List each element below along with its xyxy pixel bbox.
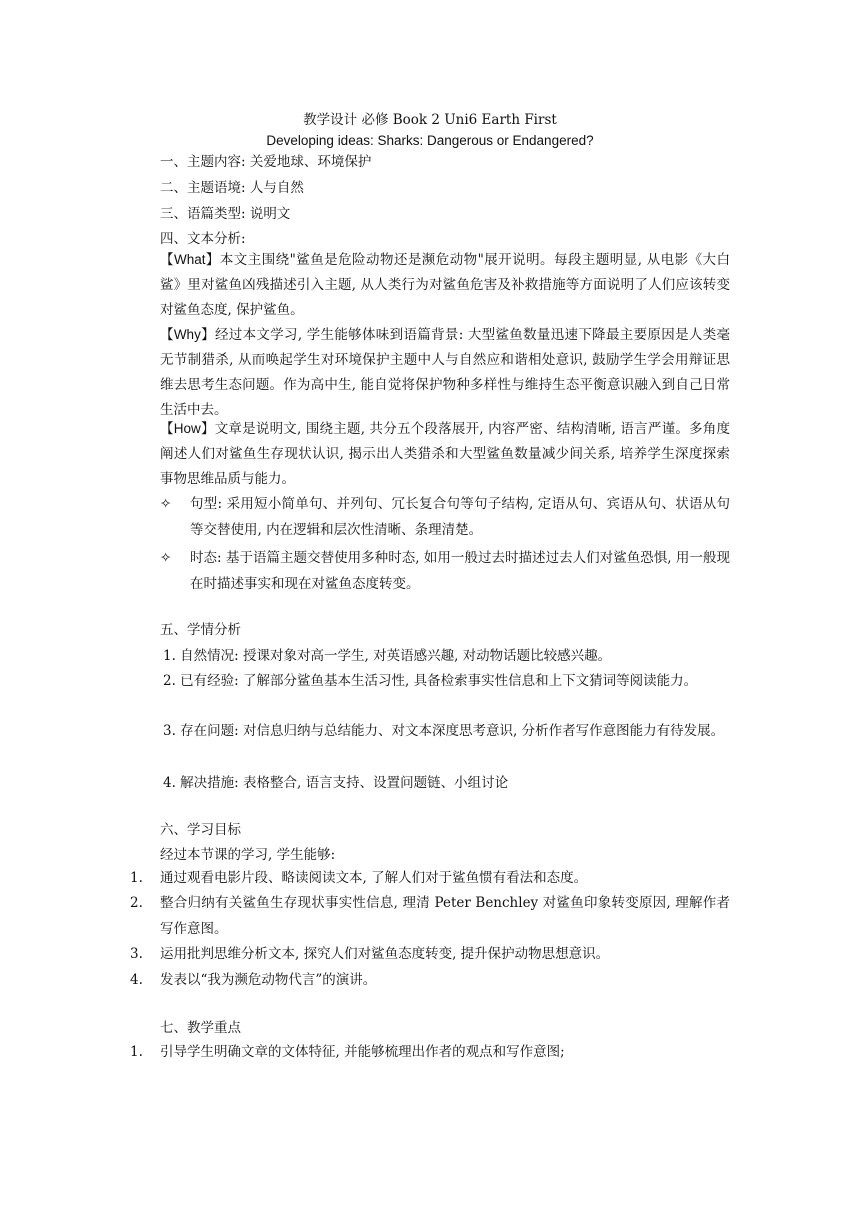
why-tag: 【Why】 — [160, 327, 215, 342]
what-tag: 【What】 — [160, 252, 220, 267]
student-item-2: 2. 已有经验: 了解部分鲨鱼基本生活习性, 具备检索事实性信息和上下文猜词等阅读能力。 — [163, 673, 698, 689]
section-teaching-focus: 七、教学重点 — [160, 1020, 241, 1036]
student-item-4: 4. 解决措施: 表格整合, 语言支持、设置问题链、小组讨论 — [163, 775, 509, 791]
goals-intro: 经过本节课的学习, 学生能够: — [160, 847, 336, 863]
bullet-text: 时态: 基于语篇主题交替使用多种时态, 如用一般过去时描述过去人们对鲨鱼恐惧, 用一般现在时描述事实和现在对鲨鱼态度转变。 — [190, 550, 730, 592]
analysis-what — [160, 247, 730, 323]
goal-text: 运用批判思维分析文本, 探究人们对鲨鱼态度转变, 提升保护动物思想意识。 — [160, 946, 610, 962]
bullet-text: 句型: 采用短小简单句、并列句、冗长复合句等句子结构, 定语从句、宾语从句、状语从句等交替使用, 内在逻辑和层次性清晰、条理清楚。 — [190, 496, 730, 538]
diamond-bullet-icon: ✧ — [160, 496, 172, 512]
section-student-analysis: 五、学情分析 — [160, 622, 241, 638]
goal-number: 2. — [130, 895, 143, 911]
what-text: 本文主围绕"鲨鱼是危险动物还是濒危动物"展开说明。每段主题明显, 从电影《大白鲨》里对鲨鱼凶残描述引入主题, 从人类行为对鲨鱼危害及补救措施等方面说明了人们应该转变对鲨鱼态度, 保护鲨鱼。 — [160, 252, 730, 318]
student-item-1: 1. 自然情况: 授课对象对高一学生, 对英语感兴趣, 对动物话题比较感兴趣。 — [163, 648, 612, 664]
section-text-analysis: 四、文本分析: — [160, 231, 246, 247]
goal-text: 发表以“我为濒危动物代言”的演讲。 — [160, 972, 377, 988]
section-topic-content: 一、主题内容: 关爱地球、环境保护 — [160, 154, 372, 170]
analysis-why — [160, 322, 730, 423]
document-title: 教学设计 必修 Book 2 Uni6 Earth First — [303, 112, 557, 128]
goal-number: 1. — [130, 870, 143, 886]
how-tag: 【How】 — [160, 421, 215, 436]
why-text: 经过本文学习, 学生能够体味到语篇背景: 大型鲨鱼数量迅速下降最主要原因是人类毫无节制猎杀, 从而唤起学生对环境保护主题中人与自然应和谐相处意识, 鼓励学生学会用辩证思维去思考生态问题。作为高中生, 能自觉将保护物种多样性与维持生态平衡意识融入到自己日常生活中去。 — [160, 327, 731, 418]
analysis-how — [160, 416, 730, 492]
student-item-3: 3. 存在问题: 对信息归纳与总结能力、对文本深度思考意识, 分析作者写作意图能力有待发展。 — [163, 723, 725, 739]
section-topic-context: 二、主题语境: 人与自然 — [160, 180, 304, 196]
goal-text: 通过观看电影片段、略读阅读文本, 了解人们对于鲨鱼惯有看法和态度。 — [160, 870, 588, 886]
document-subtitle: Developing ideas: Sharks: Dangerous or Endangered? — [266, 133, 594, 148]
key-point-text: 引导学生明确文章的文体特征, 并能够梳理出作者的观点和写作意图; — [160, 1044, 565, 1060]
key-point-number: 1. — [130, 1044, 143, 1060]
section-learning-goals: 六、学习目标 — [160, 822, 241, 838]
goal-text: 整合归纳有关鲨鱼生存现状事实性信息, 理清 Peter Benchley 对鲨鱼印象转变原因, 理解作者写作意图。 — [160, 895, 730, 937]
section-text-type: 三、语篇类型: 说明文 — [160, 206, 291, 222]
goal-number: 4. — [130, 972, 143, 988]
goal-number: 3. — [130, 946, 143, 962]
diamond-bullet-icon: ✧ — [160, 550, 172, 566]
how-text: 文章是说明文, 围绕主题, 共分五个段落展开, 内容严密、结构清晰, 语言严谨。多角度阐述人们对鲨鱼生存现状认识, 揭示出人类猎杀和大型鲨鱼数量减少间关系, 培养学生深度探索事物思维品质与能力。 — [160, 421, 730, 487]
